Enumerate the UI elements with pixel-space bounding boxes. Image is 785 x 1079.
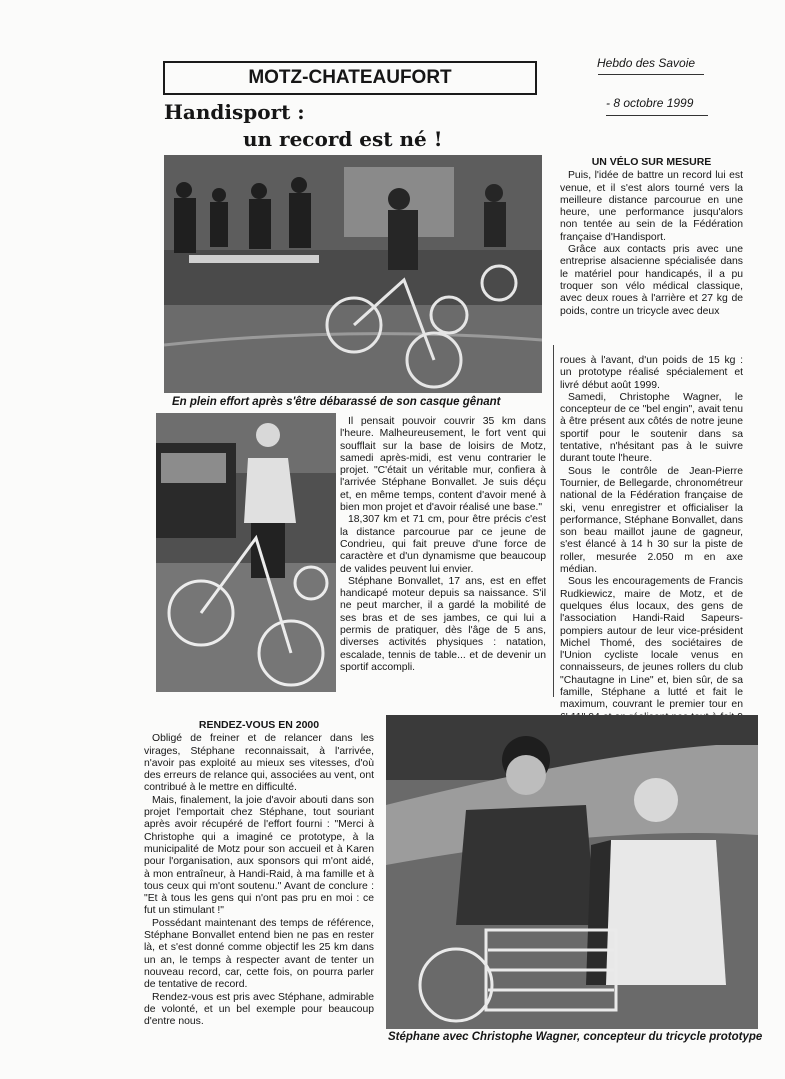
photo-bottom-caption: Stéphane avec Christophe Wagner, concepteur du tricycle prototype: [388, 1031, 763, 1043]
middle-paragraph-2: 18,307 km et 71 cm, pour être précis c'est la distance parcourue par ce jeune de Condrieu, qui fait preuve d'une force de caractère et d'un dynamisme que beaucoup de valides peuvent lui envier.: [340, 514, 546, 575]
headline-line-1: Handisport :: [164, 100, 305, 124]
left-paragraph-3: Possédant maintenant des temps de référence, Stéphane Bonvallet entend bien ne pas en rester là, et s'est donné comme objectif les 25 km dans un an, le temps à respecter avant de tenter un nouveau record, car, cette fois, on pourra parler de tentative de record.: [144, 917, 374, 991]
middle-paragraph-1: Il pensait pouvoir couvrir 35 km dans l'heure. Malheureusement, le fort vent qui soufflait sur la base de loisirs de Motz, samedi après-midi, est venu contrarier le projet. "C'était un véritable mur, confiera à l'arrivée Stéphane Bonvallet. Je suis déçu et, en même temps, content d'avoir mené à bien mon projet et d'avoir réalisé une base.": [340, 416, 546, 514]
left-column-bottom: [144, 719, 374, 1028]
headline-line-2: un record est né !: [243, 127, 443, 151]
right-top-paragraph-1: Puis, l'idée de battre un record lui est venue, et il s'est alors tourné vers la meilleure distance parcourue en une heure, une performance jusqu'alors non tentée au sein de la Fédération française d'Handisport.: [560, 170, 743, 243]
publication-date: - 8 octobre 1999: [606, 96, 694, 110]
photo-top-illustration: [164, 155, 542, 393]
right-bottom-paragraph-4: Sous les encouragements de Francis Rudkiewicz, maire de Motz, et de quelques élus locaux, des gens de l'association Handi-Raid Sapeurs-pompiers autour de leur vice-président Michel Thomé, des sociétaires de l'Union cycliste locale venus en connaisseurs, de jeunes rollers du club "Chautagne in Line" et, bien sûr, de sa famille, Stéphane a lutté et fait le maximum, couvrant le premier tour en: [560, 576, 743, 711]
subhead-rendez-vous: RENDEZ-VOUS EN 2000: [198, 719, 320, 731]
right-bottom-paragraph-2: Samedi, Christophe Wagner, le concepteur de ce "bel engin", avait tenu à être présent aux côtés de notre jeune sportif pour le soutenir dans sa tentative, n'hésitant pas à le suivre durant toute l'heure.: [560, 391, 743, 465]
photo-bottom: [386, 715, 758, 1029]
photo-top-caption: En plein effort après s'être débarassé de son casque gênant: [172, 396, 501, 408]
left-paragraph-1: Obligé de freiner et de relancer dans les virages, Stéphane reconnaissait, à l'arrivée, n'avoir pas exploité au mieux ses vitesses, d'où des erreurs de relance qui, associées au vent, ont contribué à le mettre en difficulté.: [144, 733, 374, 794]
publication-name: Hebdo des Savoie: [597, 56, 696, 70]
right-column-top: [560, 156, 743, 318]
subhead-velo: UN VÉLO SUR MESURE: [591, 156, 712, 168]
photo-top: [164, 155, 542, 393]
publication-underline: [598, 74, 704, 75]
column-divider: [553, 345, 554, 697]
photo-middle: [156, 413, 336, 692]
date-underline: [606, 115, 708, 116]
town-name: MOTZ-CHATEAUFORT: [248, 67, 452, 88]
middle-column: [340, 416, 546, 674]
middle-paragraph-3: Stéphane Bonvallet, 17 ans, est en effet handicapé moteur depuis sa naissance. S'il ne peut marcher, il a gardé la mobilité de ses bras et de ses jambes, ce qui lui a permis de pratiquer, dès l'âge de 5 ans, diverses activités physiques : natation, escalade, tennis de table... et de devenir un sportif accompli.: [340, 575, 546, 673]
right-top-paragraph-2: Grâce aux contacts pris avec une entreprise alsacienne spécialisée dans le matériel pour handicapés, il a pu troquer son vélo médical classique, avec deux roues à l'arrière et 27 kg de poids, contre un tricycle avec deux: [560, 244, 743, 317]
right-bottom-paragraph-3: Sous le contrôle de Jean-Pierre Tournier, de Bellegarde, chronométreur national de la Fédération française de ski, venu enregistrer et officialiser la performance, Stéphane Bonvallet, dans son beau maillot jaune de gagneur, s'est élancé à 14 h 30 sur la piste de roller, mesurée 2.050 m en axe médian.: [560, 465, 743, 576]
right-bottom-paragraph-1: roues à l'avant, d'un poids de 15 kg : un prototype réalisé spécialement et livré début août 1999.: [560, 355, 743, 391]
photo-bottom-illustration: [386, 715, 758, 1029]
photo-middle-illustration: [156, 413, 336, 692]
right-column-bottom: [560, 355, 743, 749]
left-paragraph-4: Rendez-vous est pris avec Stéphane, admirable de volonté, et un bel exemple pour beaucoup d'entre nous.: [144, 991, 374, 1028]
town-banner: [163, 61, 537, 95]
left-paragraph-2: Mais, finalement, la joie d'avoir abouti dans son projet l'emportait chez Stéphane, tout souriant après avoir récupéré de l'effort fourni : "Merci à Christophe qui a imaginé ce prototype, à la municipalité de Motz pour son accueil et à Karen pour l'organisation, aux sponsors qui m'ont aidé, à mon entraîneur, à Handi-Raid, à ma famille et à tous ceux qui m'ont soutenu." Avant de conclure : "Et à tous les gens qui n'ont pas pru en moi : ce fut un stimulant !": [144, 794, 374, 917]
